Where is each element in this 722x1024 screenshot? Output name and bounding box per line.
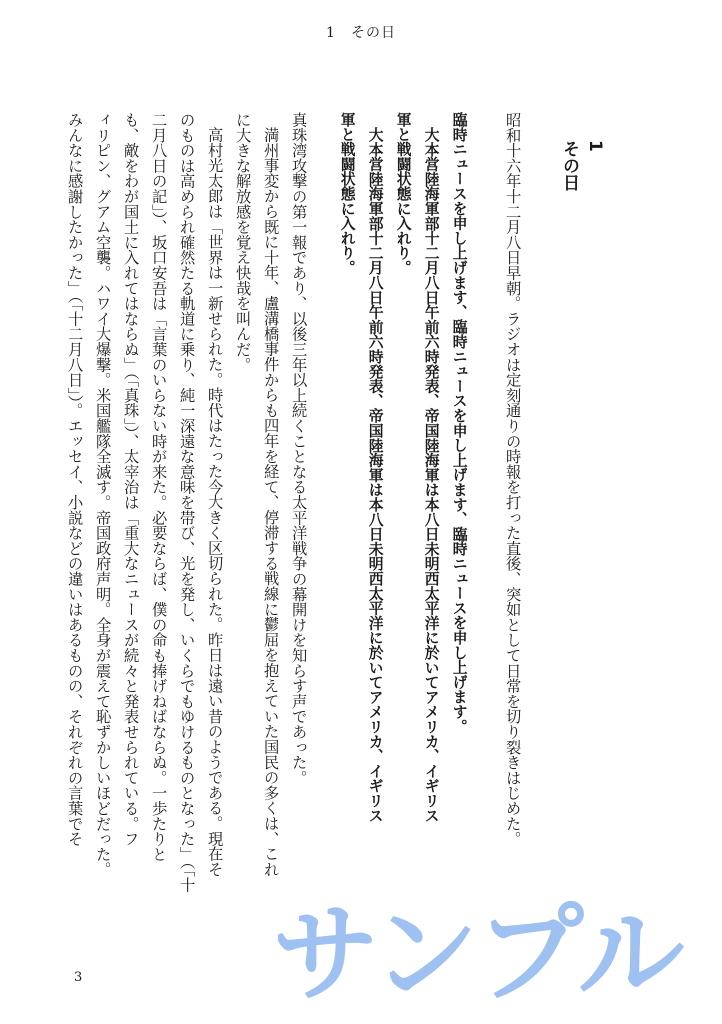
body-line-4: に大きな解放感を覚え快哉を叫んだ。 xyxy=(233,112,252,373)
body-line-6: のものは高められ確然たる軌道に乗り、純一深遠な意味を帯び、光を発し、いくらでもゆけるものとなった」（「十 xyxy=(177,112,196,893)
body-line-8: も、敵をわが国土に入れてはならぬ」（「真珠」）、太宰治は「重大なニュースが続々と発表せられている。フ xyxy=(121,112,140,847)
news-line-1: 臨時ニュースを申し上げます、臨時ニュースを申し上げます、臨時ニュースを申し上げます。 xyxy=(450,112,468,734)
news-line-3: 軍と戦闘状態に入れり。 xyxy=(394,112,412,275)
sample-watermark: サンプル xyxy=(272,893,683,1017)
chapter-heading xyxy=(558,140,608,270)
body-line-10: みんなに感謝したかった」（「十二月八日」）。エッセイ、小説などの違いはあるものの、それぞれの言葉でそ xyxy=(65,112,84,847)
body-line-1: 昭和十六年十二月八日早朝。ラジオは定刻通りの時報を打った直後、突如として日常を切り裂きはじめた。 xyxy=(503,112,522,847)
body-line-3: 満州事変から既に十年、盧溝橋事件からも四年を経て、停滞する戦線に鬱屈を抱えていた国民の多くは、これ xyxy=(261,127,280,877)
page-number: 3 xyxy=(74,970,83,985)
chapter-number: 1 xyxy=(585,140,605,152)
body-line-5: 高村光太郎は「世界は一新せられた。時代はたった今大きく区切られた。昨日は遠い昔のようである。現在そ xyxy=(205,127,224,877)
news-line-5: 軍と戦闘状態に入れり。 xyxy=(338,112,356,275)
chapter-title: その日 xyxy=(559,140,579,191)
news-line-2: 大本営陸海軍部十二月八日午前六時発表、帝国陸海軍は本八日未明西太平洋に於いてアメリカ、イギリス xyxy=(422,127,440,823)
body-line-9: ィリピン、グアム空襲。ハワイ大爆撃。米国艦隊全滅す。帝国政府声明。全身が震えて恥ずかしいほどだった。 xyxy=(93,112,112,877)
running-header: 1 その日 xyxy=(326,25,396,41)
body-line-7: 二月八日の記」）、坂口安吾は「言葉のいらない時が来た。必要ならば、僕の命も捧げねばならぬ。一歩たりと xyxy=(149,112,168,862)
news-line-4: 大本営陸海軍部十二月八日午前六時発表、帝国陸海軍は本八日未明西太平洋に於いてアメリカ、イギリス xyxy=(366,127,384,823)
body-line-2: 真珠湾攻撃の第一報であり、以後三年以上続くことなる太平洋戦争の幕開けを知らす声であった。 xyxy=(289,112,308,786)
